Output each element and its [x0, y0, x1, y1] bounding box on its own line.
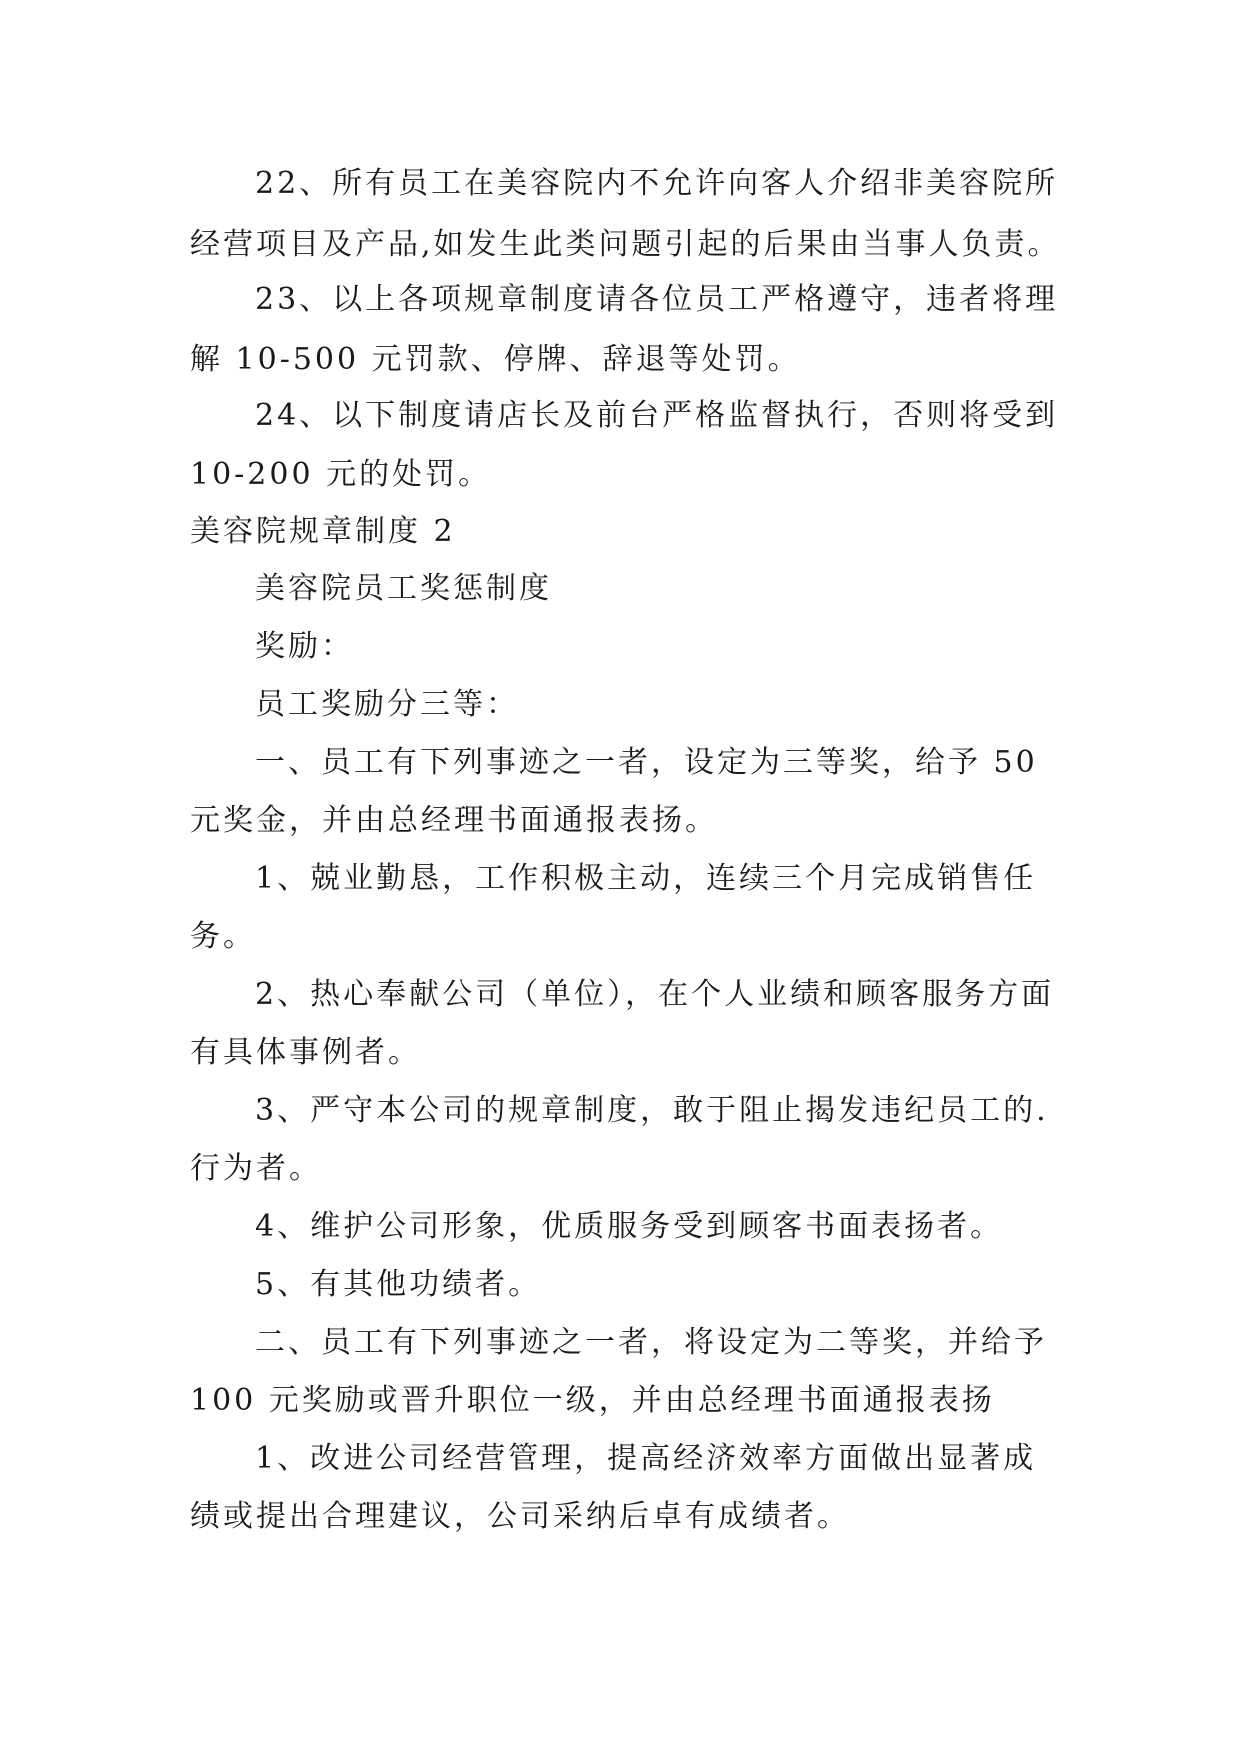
- paragraph-line: 1、兢业勤恳，工作积极主动，连续三个月完成销售任: [255, 861, 1037, 896]
- paragraph-line: 23、以上各项规章制度请各位员工严格遵守，违者将理: [255, 282, 1059, 317]
- paragraph-line: 4、维护公司形象，优质服务受到顾客书面表扬者。: [255, 1209, 1004, 1244]
- paragraph-line: 行为者。: [190, 1151, 322, 1186]
- paragraph-line: 解 10-500 元罚款、停牌、辞退等处罚。: [190, 342, 801, 377]
- paragraph-line: 22、所有员工在美容院内不允许向客人介绍非美容院所: [255, 166, 1059, 201]
- paragraph-line: 100 元奖励或晋升职位一级，并由总经理书面通报表扬: [190, 1383, 995, 1418]
- paragraph-line: 员工奖励分三等：: [255, 687, 519, 722]
- paragraph-line: 2、热心奉献公司（单位），在个人业绩和顾客服务方面: [255, 977, 1055, 1012]
- paragraph-line: 1、改进公司经营管理，提高经济效率方面做出显著成: [255, 1441, 1037, 1476]
- paragraph-line: 24、以下制度请店长及前台严格监督执行，否则将受到: [255, 398, 1059, 433]
- paragraph-line: 经营项目及产品,如发生此类问题引起的后果由当事人负责。: [190, 227, 1061, 262]
- paragraph-line: 美容院员工奖惩制度: [255, 571, 552, 606]
- paragraph-line: 一、员工有下列事迹之一者，设定为三等奖，给予 50: [255, 745, 1038, 780]
- paragraph-line: 务。: [190, 919, 256, 954]
- paragraph-line: 绩或提出合理建议，公司采纳后卓有成绩者。: [190, 1499, 850, 1534]
- paragraph-line: 二、员工有下列事迹之一者，将设定为二等奖，并给予: [255, 1325, 1047, 1360]
- paragraph-line: 10-200 元的处罚。: [190, 457, 492, 492]
- paragraph-line: 元奖金，并由总经理书面通报表扬。: [190, 803, 718, 838]
- paragraph-line: 5、有其他功绩者。: [255, 1267, 542, 1302]
- section-title: 美容院规章制度 2: [190, 514, 456, 549]
- paragraph-line: 3、严守本公司的规章制度，敢于阻止揭发违纪员工的.: [255, 1093, 1049, 1128]
- paragraph-line: 奖励：: [255, 629, 354, 664]
- paragraph-line: 有具体事例者。: [190, 1035, 421, 1070]
